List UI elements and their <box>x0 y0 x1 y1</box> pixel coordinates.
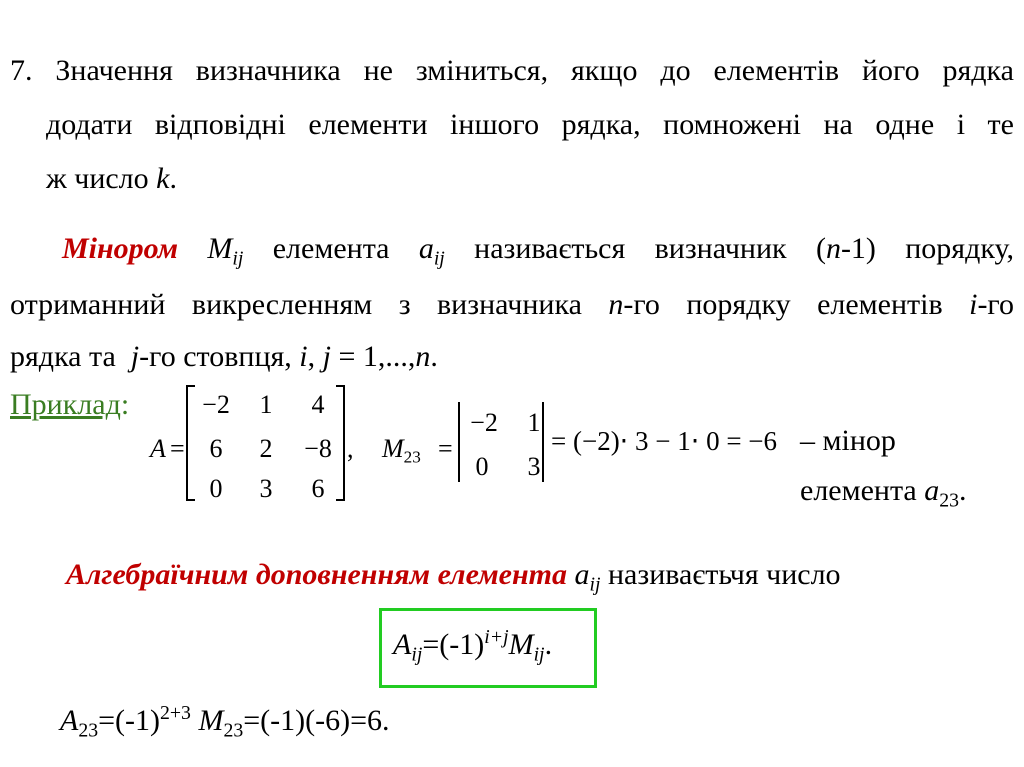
comp-exp: 2+3 <box>160 702 191 725</box>
var-n2: n <box>608 288 624 321</box>
cofactor-rest: називаєтьчя число <box>608 558 841 591</box>
minor-note-line2 <box>800 474 967 512</box>
comma: , <box>307 340 323 373</box>
cofactor-def <box>66 558 841 596</box>
matrix-a-cell: 0 <box>209 474 223 503</box>
matrix-a-cell: −2 <box>202 390 230 419</box>
comp-m: M <box>198 704 224 737</box>
cofactor-term: Алгебраїчним доповненням елемента <box>66 558 567 591</box>
period: . <box>169 162 177 195</box>
formula-a-sub: ij <box>411 643 423 666</box>
property7-text3: ж число <box>46 162 157 195</box>
minor-det-cell: 3 <box>527 452 541 481</box>
rest1: називається визначник ( <box>474 232 826 265</box>
matrix-a-cell: 3 <box>259 474 273 503</box>
property7-text2: додати відповідні елементи іншого рядка, помножені на одне і те <box>46 108 1014 141</box>
minor-det-cell: −2 <box>470 408 498 437</box>
formula-end: . <box>544 628 553 661</box>
matrix-a-right-bracket <box>343 385 345 501</box>
minor-det-cell: 1 <box>527 408 541 437</box>
formula-exp: i+j <box>484 626 509 649</box>
matrix-a-eq: = <box>170 434 185 463</box>
minor-term: Мінором <box>62 232 179 265</box>
var-j: j <box>130 340 140 373</box>
matrix-a-right-bracket-top <box>336 385 345 387</box>
minor-eq: = <box>438 434 453 463</box>
element-symbol <box>418 232 445 270</box>
minor-m23-name <box>382 434 421 467</box>
minor-def-line3 <box>10 342 438 372</box>
example-label: Приклад <box>10 388 121 421</box>
sym-a: a <box>418 232 434 265</box>
var-n3: n <box>415 340 431 373</box>
line3eq: = 1,..., <box>330 340 416 373</box>
comp-eq: =(-1) <box>98 704 160 737</box>
note-period: . <box>959 474 967 507</box>
minor-def-line2 <box>10 290 1014 320</box>
matrix-a-cell: 4 <box>311 390 325 419</box>
comp-m-sub: 23 <box>223 719 244 742</box>
var-j2: j <box>322 340 331 373</box>
comp-rest: =(-1)(-6)=6. <box>243 704 390 737</box>
matrix-a-cell: 2 <box>259 434 273 463</box>
minor-calc: = (−2)⋅ 3 − 1⋅ 0 = −6 <box>551 426 778 456</box>
matrix-a-name <box>150 436 166 462</box>
note-sym: a <box>924 474 940 507</box>
line3a: рядка та <box>10 340 131 373</box>
cofactor-sym: a <box>574 558 590 591</box>
formula-m-sub: ij <box>533 643 545 666</box>
sym-m-sub: ij <box>232 247 244 270</box>
property7-line3 <box>46 164 177 194</box>
word-element: елемента <box>272 232 390 265</box>
property7-line2 <box>46 110 1014 140</box>
var-k: k <box>156 162 170 195</box>
formula-m: M <box>508 628 534 661</box>
note-word: елемента <box>800 474 925 507</box>
minor-m-sub: 23 <box>403 447 421 467</box>
matrix-a-cell: 6 <box>311 474 325 503</box>
line2c: -го <box>977 288 1014 321</box>
cofactor-formula <box>393 626 553 666</box>
minor-def-line1 <box>62 232 1015 270</box>
matrix-a-cell: 6 <box>209 434 223 463</box>
minor-m-letter: M <box>382 434 404 463</box>
sym-a-sub: ij <box>433 247 445 270</box>
matrix-a-comma: , <box>347 434 354 463</box>
matrix-a-left-bracket <box>186 385 188 501</box>
rest1b: -1) порядку, <box>840 232 1015 265</box>
minor-symbol <box>207 232 244 270</box>
var-i: i <box>969 288 978 321</box>
var-n: n <box>825 232 841 265</box>
matrix-a-cell: −8 <box>304 434 332 463</box>
comp-a: A <box>60 704 79 737</box>
line2a: отриманний викресленням з визначника <box>10 288 609 321</box>
matrix-a-cell: 1 <box>259 390 273 419</box>
note-sub: 23 <box>939 489 960 512</box>
matrix-a-left-bracket-bottom <box>186 499 195 501</box>
property7-line1 <box>10 56 1014 86</box>
minor-note-line1: – мінор <box>800 424 896 457</box>
property7-text1: 7. Значення визначника не зміниться, якщо до елементів його рядка <box>10 54 1014 87</box>
cofactor-computation <box>60 702 390 742</box>
formula-eq: =(-1) <box>422 628 485 661</box>
formula-a: A <box>393 628 412 661</box>
example-label-row <box>10 390 129 420</box>
var-i2: i <box>299 340 308 373</box>
minor-det-cell: 0 <box>475 452 489 481</box>
minor-def-rest <box>474 232 1014 265</box>
example-colon: : <box>120 388 130 421</box>
sym-m: M <box>207 232 233 265</box>
line2b: -го порядку елементів <box>623 288 970 321</box>
line3b: -го стовпця, <box>139 340 300 373</box>
minor-det-left-bar <box>458 402 460 482</box>
comp-a-sub: 23 <box>78 719 99 742</box>
cofactor-sym-sub: ij <box>589 573 601 596</box>
period2: . <box>430 340 438 373</box>
matrix-a-letter: A <box>150 434 166 463</box>
matrix-a-left-bracket-top <box>186 385 195 387</box>
